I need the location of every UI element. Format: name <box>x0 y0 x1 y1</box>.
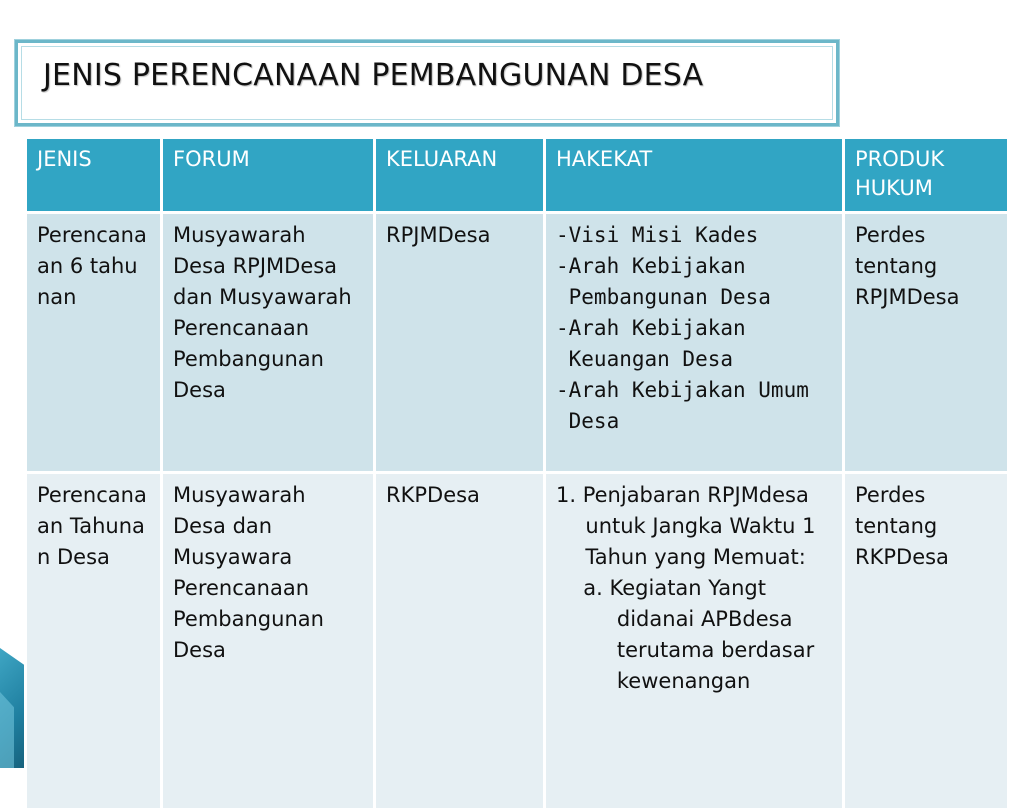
planning-table <box>24 136 1010 811</box>
cell-jenis: Perencanaan Tahunan Desa <box>27 474 160 808</box>
header-jenis: JENIS <box>27 139 160 211</box>
header-hakekat: HAKEKAT <box>546 139 842 211</box>
cell-forum: Musyawarah Desa RPJMDesa dan Musyawarah Perencanaan Pembangunan Desa <box>163 214 373 471</box>
slide-title: JENIS PERENCANAAN PEMBANGUNAN DESA <box>43 58 704 93</box>
hakekat-item: -Arah Kebijakan Pembangunan Desa <box>556 254 771 309</box>
table-row <box>27 214 1007 471</box>
cell-keluaran: RPJMDesa <box>376 214 543 471</box>
hakekat-sub-item: a. Kegiatan Yangt didanai APBdesa terutama berdasar kewenangan <box>583 576 815 693</box>
header-produk-hukum: PRODUK HUKUM <box>845 139 1007 211</box>
table-row <box>27 474 1007 808</box>
header-forum: FORUM <box>163 139 373 211</box>
cell-hakekat <box>546 214 842 471</box>
cell-jenis: Perencanaan 6 tahunan <box>27 214 160 471</box>
cell-forum: Musyawarah Desa dan Musyawara Perencanaan Pembangunan Desa <box>163 474 373 808</box>
hakekat-numbered-item: 1. Penjabaran RPJMdesa untuk Jangka Waktu 1 Tahun yang Memuat: <box>556 483 816 569</box>
cell-produk-hukum: Perdes tentang RKPDesa <box>845 474 1007 808</box>
hakekat-item: -Visi Misi Kades <box>556 223 759 247</box>
cell-keluaran: RKPDesa <box>376 474 543 808</box>
table-header-row <box>27 139 1007 211</box>
hakekat-item: -Arah Kebijakan Keuangan Desa <box>556 316 746 371</box>
cell-produk-hukum: Perdes tentang RPJMDesa <box>845 214 1007 471</box>
hakekat-item: -Arah Kebijakan Umum Desa <box>556 378 809 433</box>
cell-hakekat <box>546 474 842 808</box>
header-keluaran: KELUARAN <box>376 139 543 211</box>
